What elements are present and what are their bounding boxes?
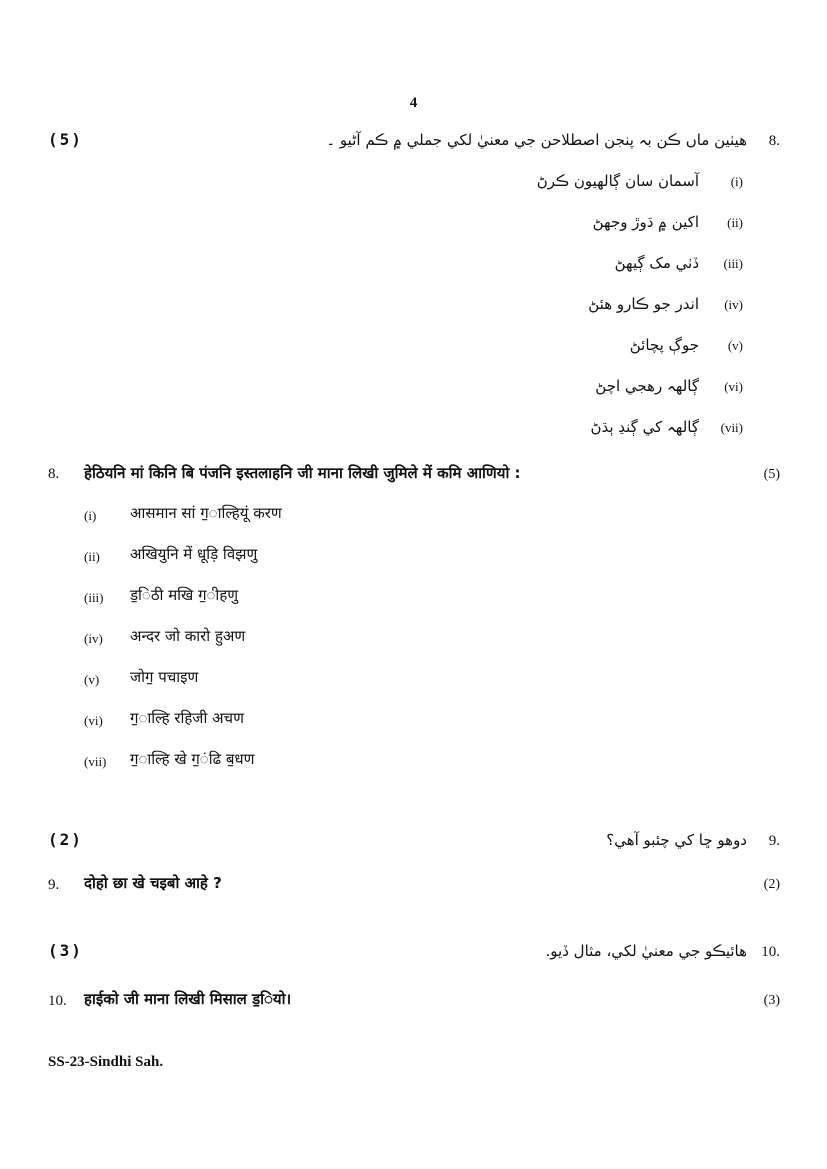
- q8-hindi-item-text: आसमान सां ग॒ाल्हियूं करण: [130, 504, 282, 522]
- q8-arabic-item-label: (vii): [720, 420, 743, 435]
- q8-arabic-item-text: اندر جو ڪارو هئڻ: [588, 295, 699, 313]
- q8-arabic-item-label: (vi): [724, 379, 743, 394]
- q10-hindi-question: हाईको जी माना लिखी मिसाल ड॒ियो।: [84, 990, 292, 1008]
- q10-arabic-number: 10.: [761, 944, 780, 960]
- q8-hindi-item-label: (v): [84, 672, 100, 687]
- q8-arabic-item-label: (ii): [727, 215, 743, 230]
- q8-arabic-item-text: ڳالهہ کي ڳنڍ ٻڌڻ: [590, 418, 699, 436]
- q8-hindi-question: हेठियनि मां किनि बि पंजनि इस्तलाहनि जी माना लिखी जुमिले में कमि आणियो :: [84, 464, 521, 482]
- page-footer-code: SS-23-Sindhi Sah.: [48, 1054, 164, 1070]
- q8-arabic-item-label: (v): [727, 338, 743, 353]
- q10-hindi-number: 10.: [48, 993, 67, 1009]
- q8-hindi-marks: (5): [763, 467, 780, 482]
- q9-hindi-question: दोहो छा खे चइबो आहे ?: [84, 874, 222, 892]
- q8-hindi-item-label: (ii): [84, 549, 100, 564]
- q8-arabic-item-text: آسمان سان ڳالهيون ڪرڻ: [536, 172, 699, 190]
- q8-arabic-item-text: اکين ۾ ڌوڙ وجهڻ: [592, 213, 699, 231]
- q8-arabic-item-text: ڳالهہ رهجي اچڻ: [595, 377, 699, 395]
- q8-hindi-number: 8.: [48, 466, 60, 482]
- q8-hindi-item-text: जोग॒ पचाइण: [130, 668, 199, 686]
- q8-arabic-marks: (5): [48, 130, 83, 149]
- q8-arabic-item-label: (iv): [724, 297, 743, 312]
- q8-arabic-item-label: (iii): [723, 256, 743, 271]
- q9-arabic-number: 9.: [768, 833, 780, 849]
- q8-hindi-item-text: ग॒ाल्हि रहिजी अचण: [130, 709, 244, 727]
- q8-hindi-item-label: (iii): [84, 590, 104, 605]
- q9-hindi-number: 9.: [48, 877, 60, 893]
- q8-arabic-item-label: (i): [730, 174, 743, 189]
- q8-hindi-item-text: अन्दर जो कारो हुअण: [130, 627, 246, 645]
- q9-arabic-marks: (2): [48, 830, 83, 849]
- page-number: 4: [409, 95, 418, 111]
- q8-hindi-item-text: अखियुनि में धूड़ि विझणु: [130, 545, 258, 563]
- q10-arabic-question: هائيڪو جي معنيٰ لکي، مثال ڏيو.: [545, 942, 747, 960]
- q9-hindi-marks: (2): [763, 877, 780, 892]
- q8-hindi-item-label: (vii): [84, 754, 107, 769]
- q8-arabic-item-text: جوڳ پچائڻ: [629, 336, 699, 354]
- q8-hindi-item-label: (i): [84, 508, 97, 523]
- q8-hindi-item-label: (vi): [84, 713, 103, 728]
- q9-arabic-question: دوهو ڇا کي چئبو آهي؟: [606, 831, 747, 849]
- q10-arabic-marks: (3): [48, 941, 83, 960]
- q8-hindi-item-text: ग॒ाल्हि खे ग॒ंढि ब॒धण: [130, 750, 255, 768]
- q8-hindi-item-text: ड॒िठी मखि ग॒ीहणु: [130, 586, 239, 604]
- q10-hindi-marks: (3): [763, 993, 780, 1008]
- q8-arabic-question: هيٺين ماں ڪن بہ پنجن اصطلاحن جي معنيٰ لکي جملي ۾ ڪم آڻيو ۔: [326, 131, 747, 149]
- q8-arabic-number: 8.: [768, 133, 780, 149]
- q8-arabic-item-text: ڏٺي مک ڳيهڻ: [614, 254, 699, 272]
- q8-hindi-item-label: (iv): [84, 631, 103, 646]
